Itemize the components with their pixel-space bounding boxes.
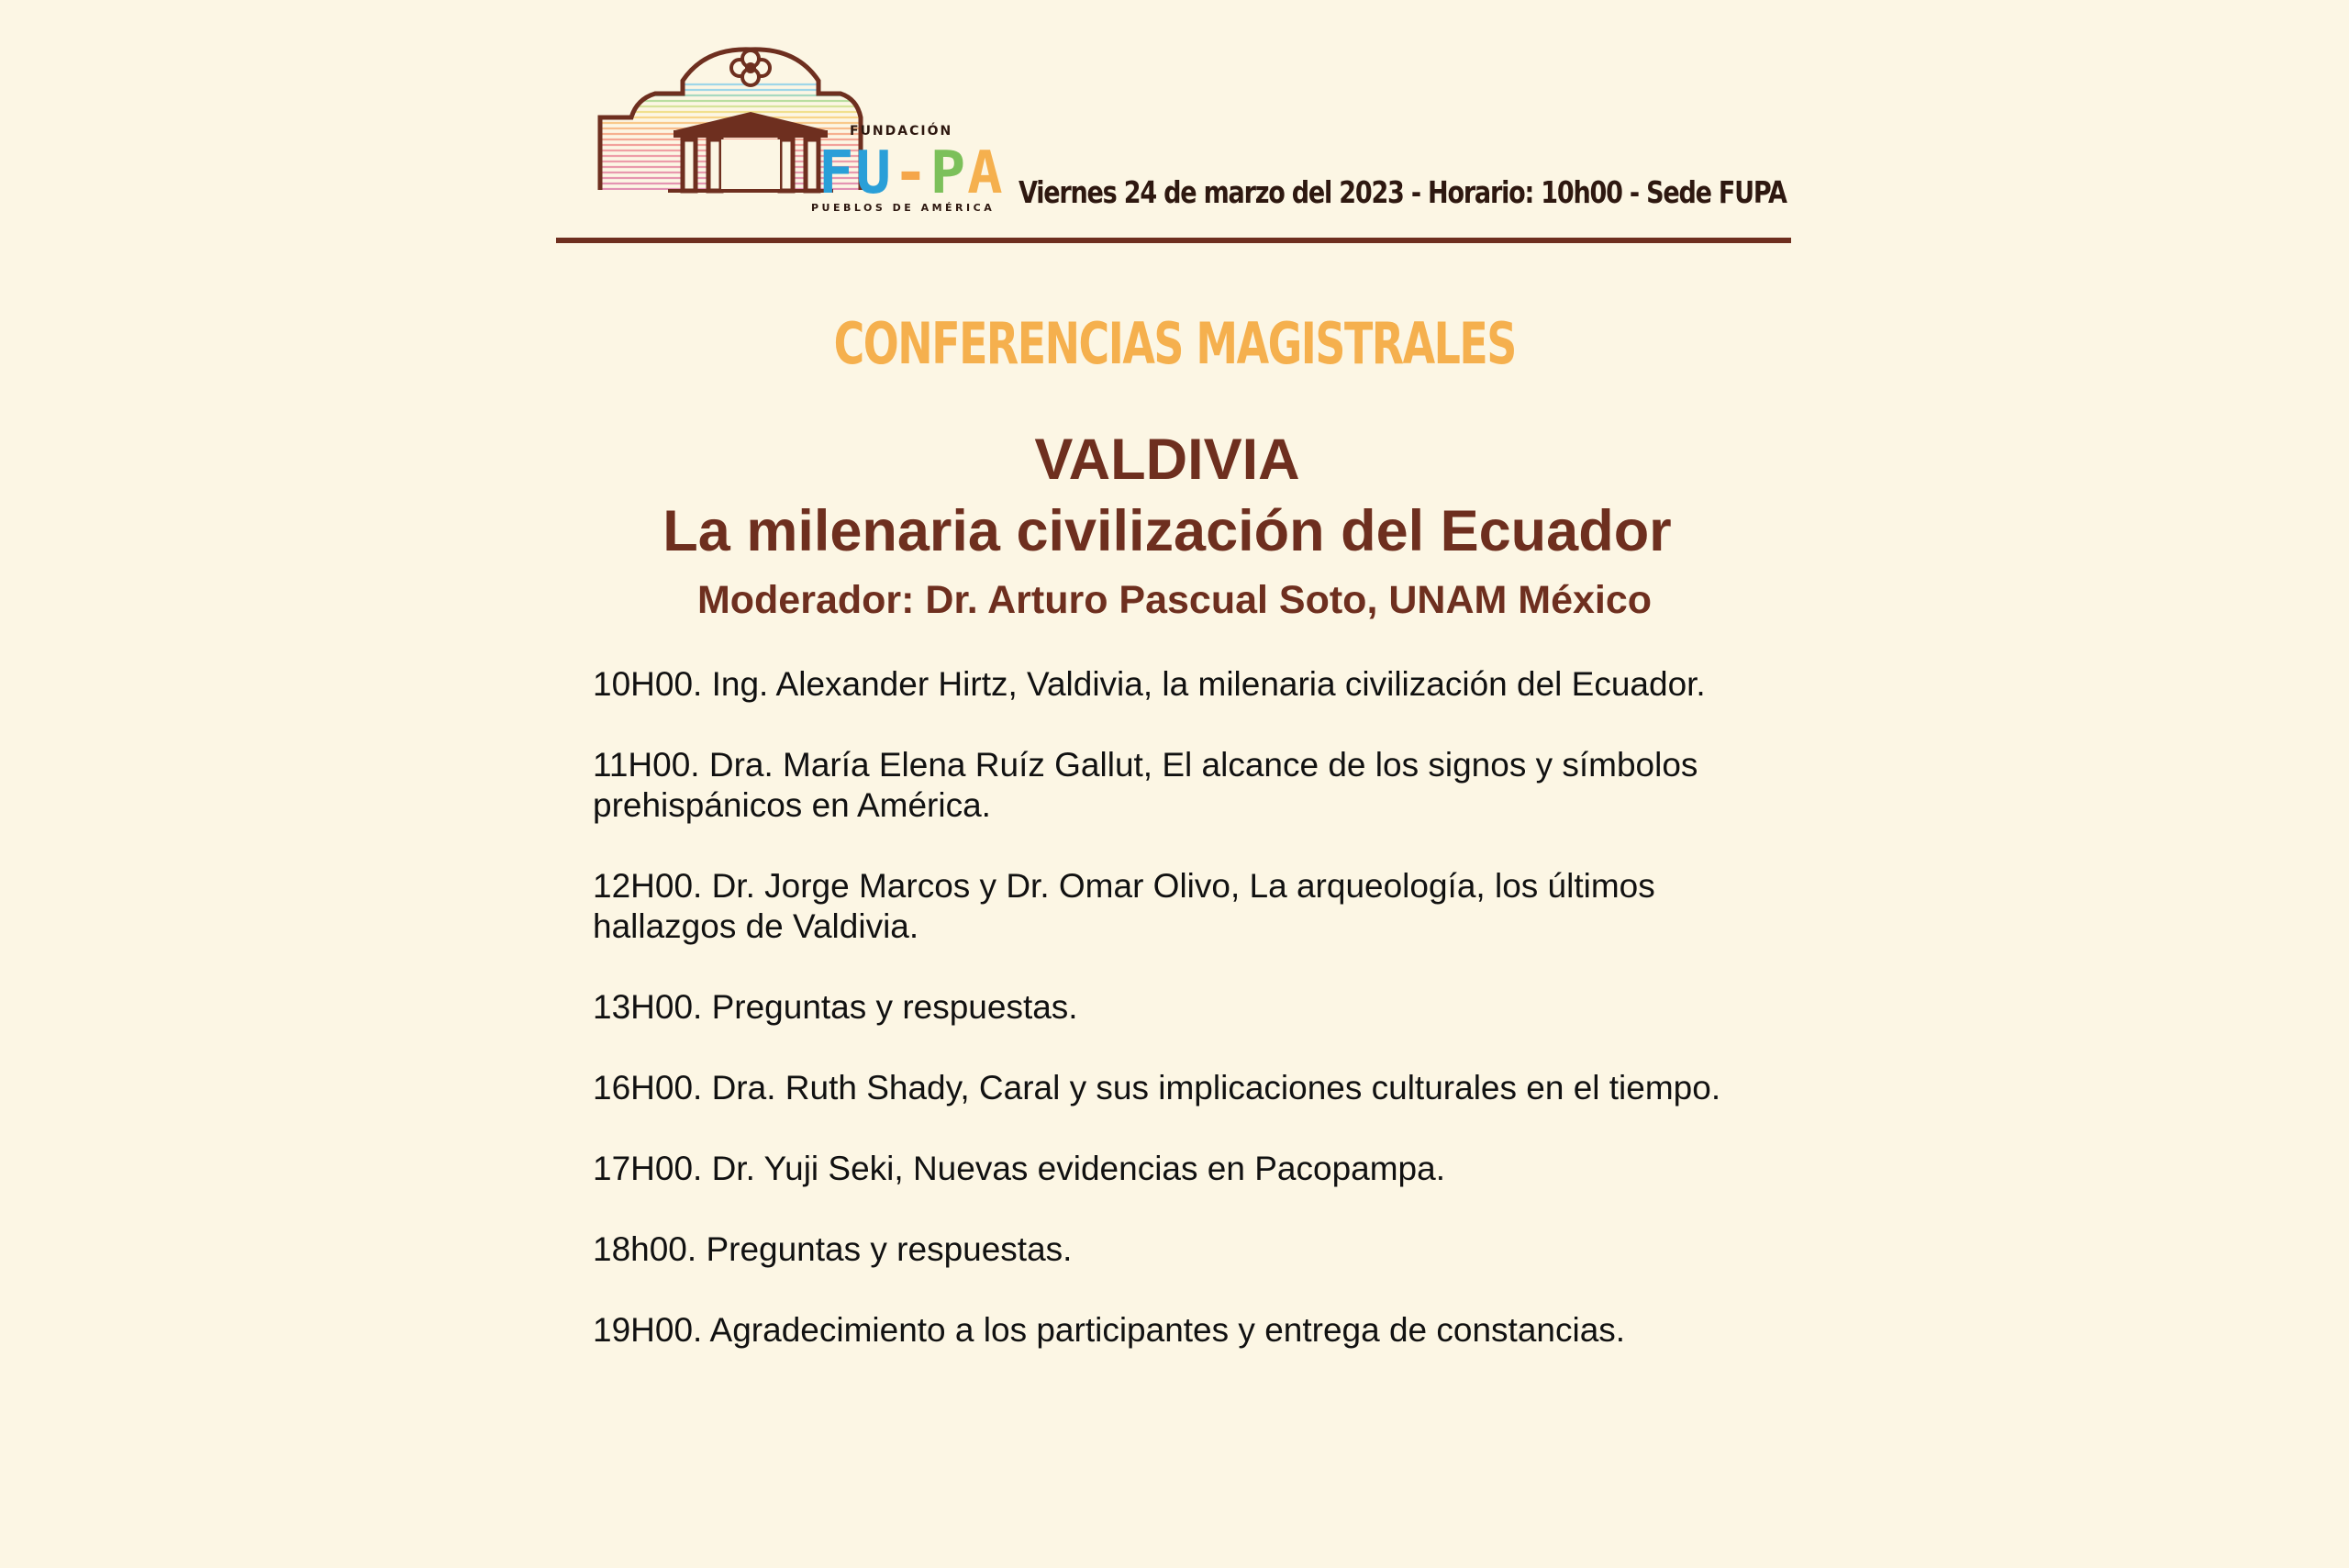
schedule-item: 16H00. Dra. Ruth Shady, Caral y sus implicaciones culturales en el tiempo.: [593, 1069, 1721, 1106]
logo-top-text: FUNDACIÓN: [850, 124, 953, 139]
logo-bottom-text: PUEBLOS DE AMÉRICA: [811, 202, 996, 214]
schedule-item: 10H00. Ing. Alexander Hirtz, Valdivia, la milenaria civilización del Ecuador.: [593, 665, 1706, 703]
page-title: [0, 424, 2334, 567]
title-line-1: VALDIVIA: [1034, 428, 1300, 492]
header-divider: [556, 238, 1791, 243]
logo-wordmark-text: FU-PA: [595, 48, 597, 49]
schedule-list: [593, 664, 1776, 1391]
schedule-item: 13H00. Preguntas y respuestas.: [593, 988, 1078, 1026]
fupa-logo: [595, 48, 1005, 217]
event-info: Viernes 24 de marzo del 2023 - Horario: 10h00 - Sede FUPA: [1019, 174, 1787, 210]
moderator-line: Moderador: Dr. Arturo Pascual Soto, UNAM México: [696, 578, 1653, 622]
title-line-2: La milenaria civilización del Ecuador: [662, 499, 1672, 563]
schedule-item: 11H00. Dra. María Elena Ruíz Gallut, El alcance de los signos y símbolos prehispánicos en América.: [593, 746, 1698, 824]
section-title: [0, 310, 2349, 377]
logo-wordmark: FU-PA: [818, 139, 1005, 207]
schedule-item: 18h00. Preguntas y respuestas.: [593, 1230, 1073, 1268]
schedule-item: 19H00. Agradecimiento a los participantes y entrega de constancias.: [593, 1311, 1626, 1349]
schedule-item: 17H00. Dr. Yuji Seki, Nuevas evidencias en Pacopampa.: [593, 1150, 1445, 1187]
section-title-text: CONFERENCIAS MAGISTRALES: [833, 310, 1516, 377]
schedule-item: 12H00. Dr. Jorge Marcos y Dr. Omar Olivo, La arqueología, los últimos hallazgos de Valdivia.: [593, 867, 1655, 945]
